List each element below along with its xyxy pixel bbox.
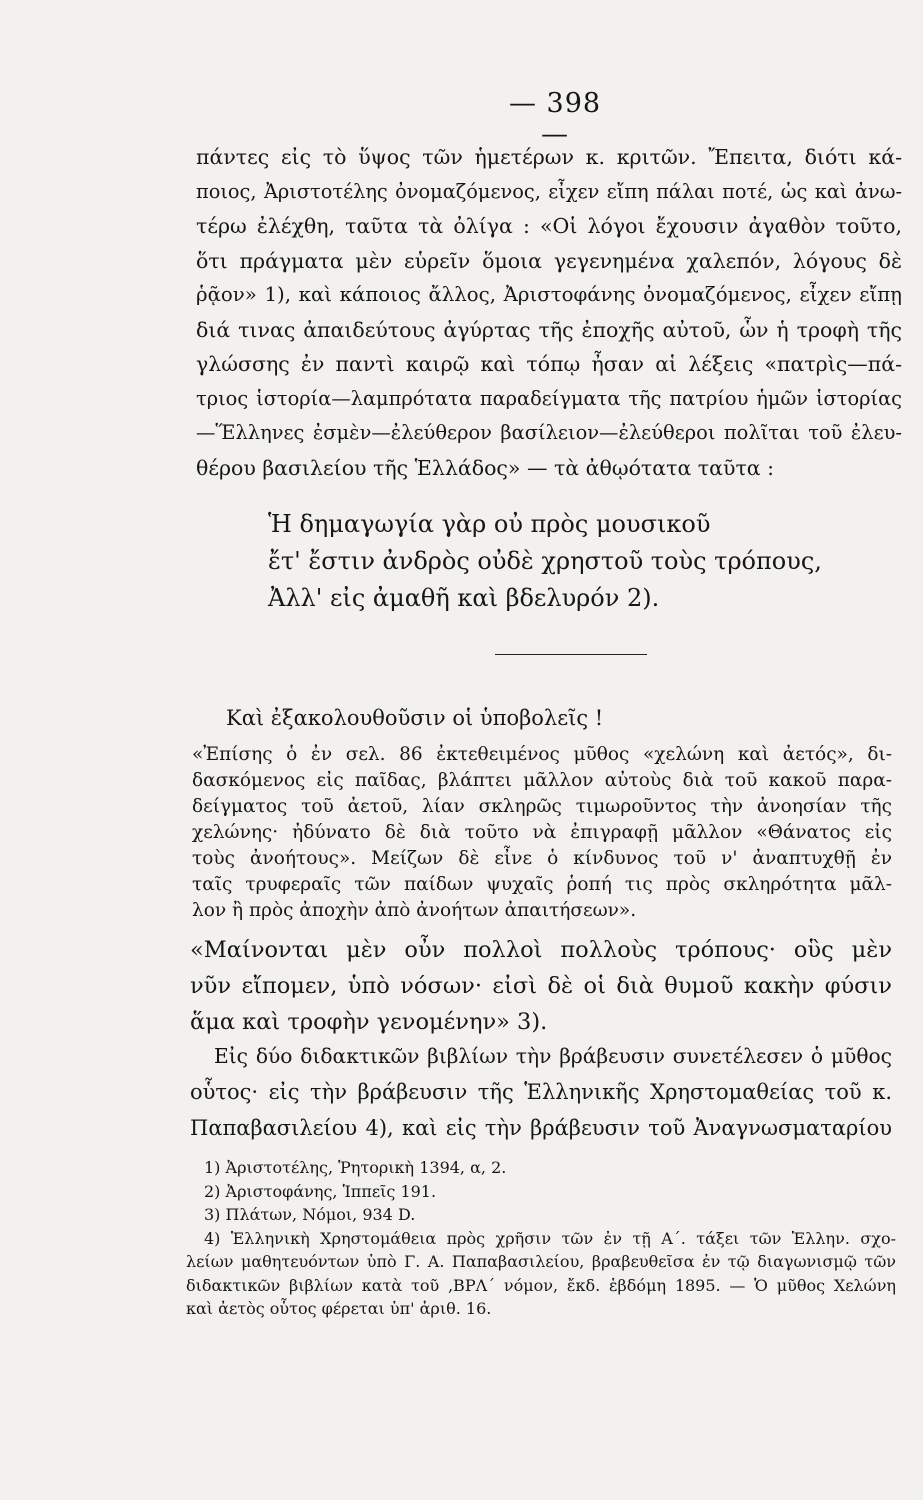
text-line: ποιος, Ἀριστοτέλης ὀνομαζόμενος, εἶχεν εἴπη πάλαι ποτέ, ὡς καὶ ἀνω- [196,179,902,203]
section-divider [495,654,647,655]
footnote: 3) Πλάτων, Νόμοι, 934 D. [204,1205,416,1224]
verse-line: Ἀλλ' εἰς ἀμαθῆ καὶ βδελυρόν 2). [268,584,660,612]
text-line: τέρω ἐλέχθη, ταῦτα τὰ ὀλίγα : «Οἱ λόγοι ἔχουσιν ἀγαθὸν τοῦτο, [196,214,902,238]
body-paragraph [196,140,902,485]
text-line: πάντες εἰς τὸ ὕψος τῶν ἡμετέρων κ. κριτῶν. Ἔπειτα, διότι κά- [196,145,902,169]
verse-quotation [268,506,888,617]
quoted-passage [192,742,892,924]
text-line: «Ἐπίσης ὁ ἐν σελ. 86 ἐκτεθειμένος μῦθος «χελώνη καὶ ἀετός», δι- [192,744,892,765]
footnotes [186,1156,896,1321]
footnote: 2) Ἀριστοφάνης, Ἱππεῖς 191. [204,1181,437,1201]
footnote: 1) Ἀριστοτέλης, Ῥητορικὴ 1394, α, 2. [204,1158,507,1177]
text-line: θέρου βασιλείου τῆς Ἑλλάδος» — τὰ ἀθῳότατα ταῦτα : [196,455,775,480]
text-line: νῦν εἴπομεν, ὑπὸ νόσων· εἰσὶ δὲ οἱ διὰ θυμοῦ κακὴν φύσιν [190,973,892,999]
text-line: χελώνης· ἠδύνατο δὲ διὰ τοῦτο νὰ ἐπιγραφῇ μᾶλλον «Θάνατος εἰς [192,822,892,843]
text-line: τοὺς ἀνοήτους». Μείζων δὲ εἶνε ὁ κίνδυνος τοῦ ν' ἀναπτυχθῇ ἐν [192,848,892,869]
text-line: «Μαίνονται μὲν οὖν πολλοὶ πολλοὺς τρόπους· οὓς μὲν [190,937,892,963]
text-line: οὗτος· εἰς τὴν βράβευσιν τῆς Ἑλληνικῆς Χρηστομαθείας τοῦ κ. [190,1080,892,1104]
closing-paragraph [190,1038,892,1146]
text-line: λον ἢ πρὸς ἀποχὴν ἀπὸ ἀνοήτων ἀπαιτήσεων». [192,900,637,921]
text-line: ὅτι πράγματα μὲν εὑρεῖν ὅμοια γεγενημένα χαλεπόν, λόγους δὲ [196,248,902,273]
page-number: — 398 — [508,88,602,150]
text-line: δείγματος τοῦ ἀετοῦ, λίαν σκληρῶς τιμωροῦντος τὴν ἀνοησίαν τῆς [192,796,892,817]
verse-line: Ἡ δημαγωγία γὰρ οὐ πρὸς μουσικοῦ [268,510,711,538]
verse-line: ἔτ' ἔστιν ἀνδρὸς οὐδὲ χρηστοῦ τοὺς τρόπους, [268,547,822,575]
text-line: ταῖς τρυφεραῖς τῶν παίδων ψυχαῖς ῥοπή τις πρὸς σκληρότητα μᾶλ- [192,874,892,895]
text-line: τριος ἱστορία—λαμπρότατα παραδείγματα τῆς πατρίου ἡμῶν ἱστορίας [196,386,902,410]
footnote-line: 4) Ἑλληνικὴ Χρηστομάθεια πρὸς χρῆσιν τῶν ἐν τῇ Α΄. τάξει τῶν Ἑλλην. σχο- [204,1228,896,1248]
plato-quotation [190,932,892,1040]
text-line: ἅμα καὶ τροφὴν γενομένην» 3). [190,1009,548,1035]
footnote-line: καὶ ἀετὸς οὗτος φέρεται ὑπ' ἀριθ. 16. [186,1299,492,1318]
text-line: δασκόμενος εἰς παῖδας, βλάπτει μᾶλλον αὐτοὺς διὰ τοῦ κακοῦ παρα- [192,770,892,791]
text-line: γλώσσης ἐν παντὶ καιρῷ καὶ τόπῳ ἦσαν αἱ λέξεις «πατρὶς—πά- [196,352,902,376]
footnote-line: διδακτικῶν βιβλίων κατὰ τοῦ ‚ΒΡΛ΄ νόμον, ἔκδ. ἑβδόμη 1895. — Ὁ μῦθος Χελώνη [186,1275,896,1295]
text-line: Παπαβασιλείου 4), καὶ εἰς τὴν βράβευσιν τοῦ Ἀναγνωσματαρίου [190,1116,892,1140]
text-line: διά τινας ἀπαιδεύτους ἀγύρτας τῆς ἐποχῆς αὐτοῦ, ὧν ἡ τροφὴ τῆς [196,317,902,342]
text-line: ῥᾷον» 1), καὶ κάποιος ἄλλος, Ἀριστοφάνης ὀνομαζόμενος, εἶχεν εἴπῃ [196,283,902,306]
footnote-line: λείων μαθητευόντων ὑπὸ Γ. Α. Παπαβασιλείου, βραβευθεῖσα ἐν τῷ διαγωνισμῷ τῶν [186,1252,896,1271]
text-line: —Ἕλληνες ἐσμὲν—ἐλεύθερον βασίλειον—ἐλεύθεροι πολῖται τοῦ ἐλευ- [196,421,902,444]
section-subheading: Καὶ ἐξακολουθοῦσιν οἱ ὑποβολεῖς ! [226,706,604,730]
text-line: Εἰς δύο διδακτικῶν βιβλίων τὴν βράβευσιν συνετέλεσεν ὁ μῦθος [214,1044,892,1068]
